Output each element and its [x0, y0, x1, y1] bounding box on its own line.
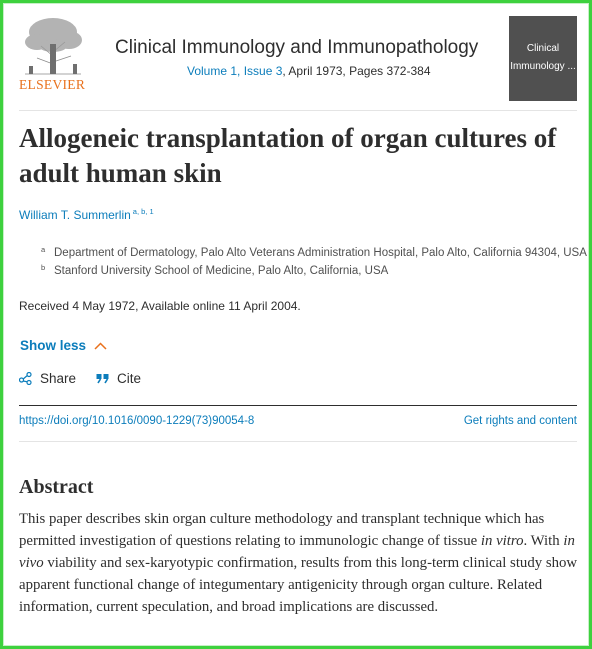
show-less-button[interactable] [20, 338, 107, 353]
tools-divider [19, 405, 577, 406]
share-button[interactable] [19, 371, 76, 386]
cite-label: Cite [117, 371, 142, 386]
author-link[interactable] [19, 207, 154, 222]
affiliation-b [41, 263, 388, 277]
affiliation-text: Department of Dermatology, Palo Alto Veterans Administration Hospital, Palo Alto, California 94304, USA [54, 247, 587, 259]
cite-button[interactable] [96, 371, 141, 386]
article-title: Allogeneic transplantation of organ cultures of adult human skin [19, 123, 557, 188]
chevron-up-icon [94, 342, 107, 350]
abstract-text-part-2: . With [523, 533, 564, 549]
abstract-text-part-3: viability and sex-karyotypic confirmation, results from this long-term clinical study show apparent functional change of integumentary antigenicity through organ culture. Related information, current speculation, and broad implications are discussed. [19, 555, 578, 615]
rights-link[interactable]: Get rights and content [463, 415, 577, 427]
cover-line-2: Immunology ... [510, 61, 576, 72]
elsevier-logo[interactable] [19, 16, 87, 92]
affiliation-text: Stanford University School of Medicine, Palo Alto, California, USA [54, 265, 389, 277]
tree-logo-icon [19, 16, 87, 76]
author-name: William T. Summerlin [19, 208, 131, 222]
abstract-text [19, 508, 579, 618]
share-icon [19, 372, 32, 385]
author-affiliation-marks: a, b, 1 [132, 207, 154, 216]
doi-link[interactable]: https://doi.org/10.1016/0090-1229(73)90054-8 [19, 415, 255, 427]
journal-cover-thumbnail[interactable] [509, 16, 577, 101]
share-label: Share [40, 371, 77, 386]
issue-info [187, 64, 431, 78]
section-divider [19, 441, 577, 442]
received-dates: Received 4 May 1972, Available online 11 April 2004. [19, 299, 301, 313]
quote-icon [96, 373, 109, 384]
publisher-wordmark: ELSEVIER [19, 77, 86, 92]
abstract-emphasis-1: in vitro [480, 533, 524, 549]
affiliation-a [41, 245, 587, 259]
article-tools [19, 371, 141, 386]
abstract-emphasis-2: in vivo [19, 533, 575, 571]
header-divider [19, 110, 577, 111]
show-less-label: Show less [20, 338, 87, 353]
journal-header [19, 16, 577, 102]
issue-date-pages: , April 1973, Pages 372-384 [282, 64, 431, 78]
abstract-text-part-1: This paper describes skin organ culture methodology and transplant technique which has permitted investigation of questions relating to immunologic change of tissue [19, 511, 545, 549]
journal-title[interactable]: Clinical Immunology and Immunopathology [115, 37, 479, 58]
abstract-heading: Abstract [19, 476, 94, 498]
affiliation-label: b [41, 263, 46, 272]
affiliation-label: a [41, 245, 46, 254]
cover-line-1: Clinical [526, 43, 560, 54]
volume-issue-link[interactable]: Volume 1, Issue 3 [187, 64, 283, 78]
